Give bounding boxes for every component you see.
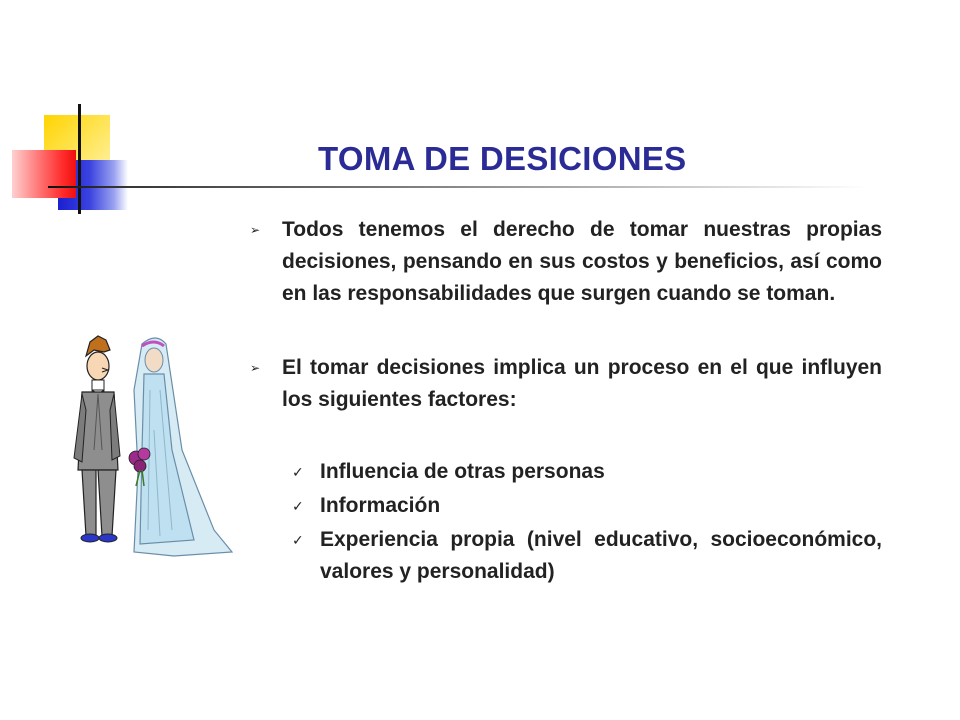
bullet-text: Todos tenemos el derecho de tomar nuestras propias decisiones, pensando en sus costos y beneficios, así como en las responsabilidades que surgen cuando se toman. bbox=[282, 218, 882, 305]
factor-text: Experiencia propia (nivel educativo, socioeconómico, valores y personalidad) bbox=[320, 528, 882, 583]
checkmark-icon: ✓ bbox=[292, 532, 304, 548]
title-underline bbox=[48, 186, 868, 188]
checkmark-icon: ✓ bbox=[292, 464, 304, 480]
deco-vertical-line bbox=[78, 104, 81, 214]
factor-text: Influencia de otras personas bbox=[320, 460, 605, 483]
bullet-item bbox=[246, 352, 882, 416]
bullet-item bbox=[246, 214, 882, 310]
groom-and-bride-illustration bbox=[64, 330, 236, 566]
slide-content bbox=[246, 214, 882, 590]
bullet-text: El tomar decisiones implica un proceso en el que influyen los siguientes factores: bbox=[282, 356, 882, 411]
arrow-bullet-icon: ➢ bbox=[250, 361, 261, 375]
arrow-bullet-icon: ➢ bbox=[250, 223, 261, 237]
groom-figure bbox=[74, 336, 120, 542]
bride-figure bbox=[129, 338, 232, 556]
slide-title: TOMA DE DESICIONES bbox=[318, 140, 687, 177]
deco-red-square bbox=[12, 150, 76, 198]
factor-item bbox=[286, 524, 882, 588]
factor-item bbox=[286, 456, 882, 488]
checkmark-icon: ✓ bbox=[292, 498, 304, 514]
factor-item bbox=[286, 490, 882, 522]
factor-text: Información bbox=[320, 494, 441, 517]
